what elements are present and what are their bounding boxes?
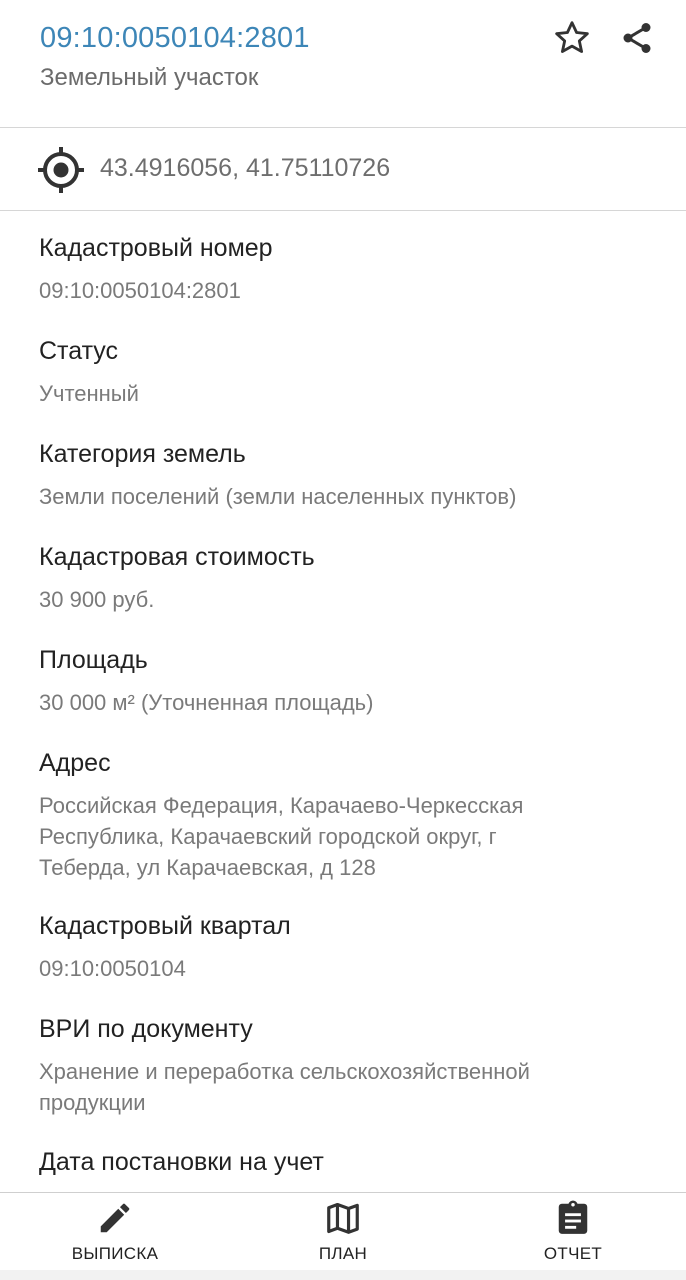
- nav-extract-button[interactable]: [60, 1193, 170, 1271]
- nav-plan-button[interactable]: [298, 1193, 388, 1271]
- field-label: Адрес: [39, 749, 111, 777]
- field-cadastral-quarter: [39, 911, 639, 984]
- nav-label: ОТЧЕТ: [543, 1244, 603, 1263]
- cadastral-number-title: 09:10:0050104:2801: [40, 22, 310, 54]
- property-info-list: [0, 211, 686, 1192]
- field-value: Земли поселений (земли населенных пунктов): [39, 484, 517, 509]
- field-land-category: [39, 439, 639, 512]
- clipboard-icon: [554, 1199, 592, 1237]
- field-value: 09:10:0050104:2801: [39, 278, 241, 303]
- coordinates-text: 43.4916056, 41.75110726: [100, 154, 391, 182]
- share-button[interactable]: [613, 14, 661, 62]
- field-label: Кадастровый номер: [39, 234, 273, 262]
- field-cadastral-value: [39, 542, 639, 615]
- field-label: Статус: [39, 337, 119, 365]
- field-label: Дата постановки на учет: [39, 1148, 324, 1176]
- field-value: [39, 1056, 639, 1118]
- star-icon: [552, 18, 592, 58]
- nav-label: ВЫПИСКА: [71, 1244, 159, 1263]
- field-permitted-use: [39, 1014, 639, 1118]
- permitted-use-line: Хранение и переработка сельскохозяйственной: [39, 1059, 530, 1084]
- field-value: 09:10:0050104: [39, 956, 186, 981]
- coordinates-row[interactable]: [0, 128, 686, 211]
- address-line: Теберда, ул Карачаевская, д 128: [39, 855, 376, 880]
- address-line: Российская Федерация, Карачаево-Черкесская: [39, 793, 524, 818]
- favorite-button[interactable]: [548, 14, 596, 62]
- target-icon: [36, 145, 86, 195]
- field-value: 30 900 руб.: [39, 587, 155, 612]
- map-icon: [324, 1199, 362, 1237]
- system-nav-strip: [0, 1270, 686, 1280]
- field-value: Учтенный: [39, 381, 139, 406]
- field-value: [39, 790, 639, 883]
- field-area: [39, 645, 639, 718]
- field-label: Кадастровый квартал: [39, 912, 291, 940]
- field-label: Категория земель: [39, 440, 246, 468]
- header: [0, 0, 686, 128]
- field-label: Площадь: [39, 646, 148, 674]
- field-label: ВРИ по документу: [39, 1015, 253, 1043]
- field-cadastral-number: [39, 233, 639, 306]
- address-line: Республика, Карачаевский городской округ, г: [39, 824, 497, 849]
- bottom-navigation: [0, 1192, 686, 1270]
- field-label: Кадастровая стоимость: [39, 543, 315, 571]
- permitted-use-line: продукции: [39, 1090, 146, 1115]
- nav-label: ПЛАН: [318, 1244, 368, 1263]
- field-value: 30 000 м² (Уточненная площадь): [39, 690, 374, 715]
- field-address: [39, 748, 639, 883]
- pencil-icon: [96, 1199, 134, 1237]
- field-status: [39, 336, 639, 409]
- object-type-subtitle: Земельный участок: [40, 64, 259, 91]
- share-icon: [619, 20, 655, 56]
- nav-report-button[interactable]: [528, 1193, 618, 1271]
- field-registration-date: [39, 1147, 639, 1177]
